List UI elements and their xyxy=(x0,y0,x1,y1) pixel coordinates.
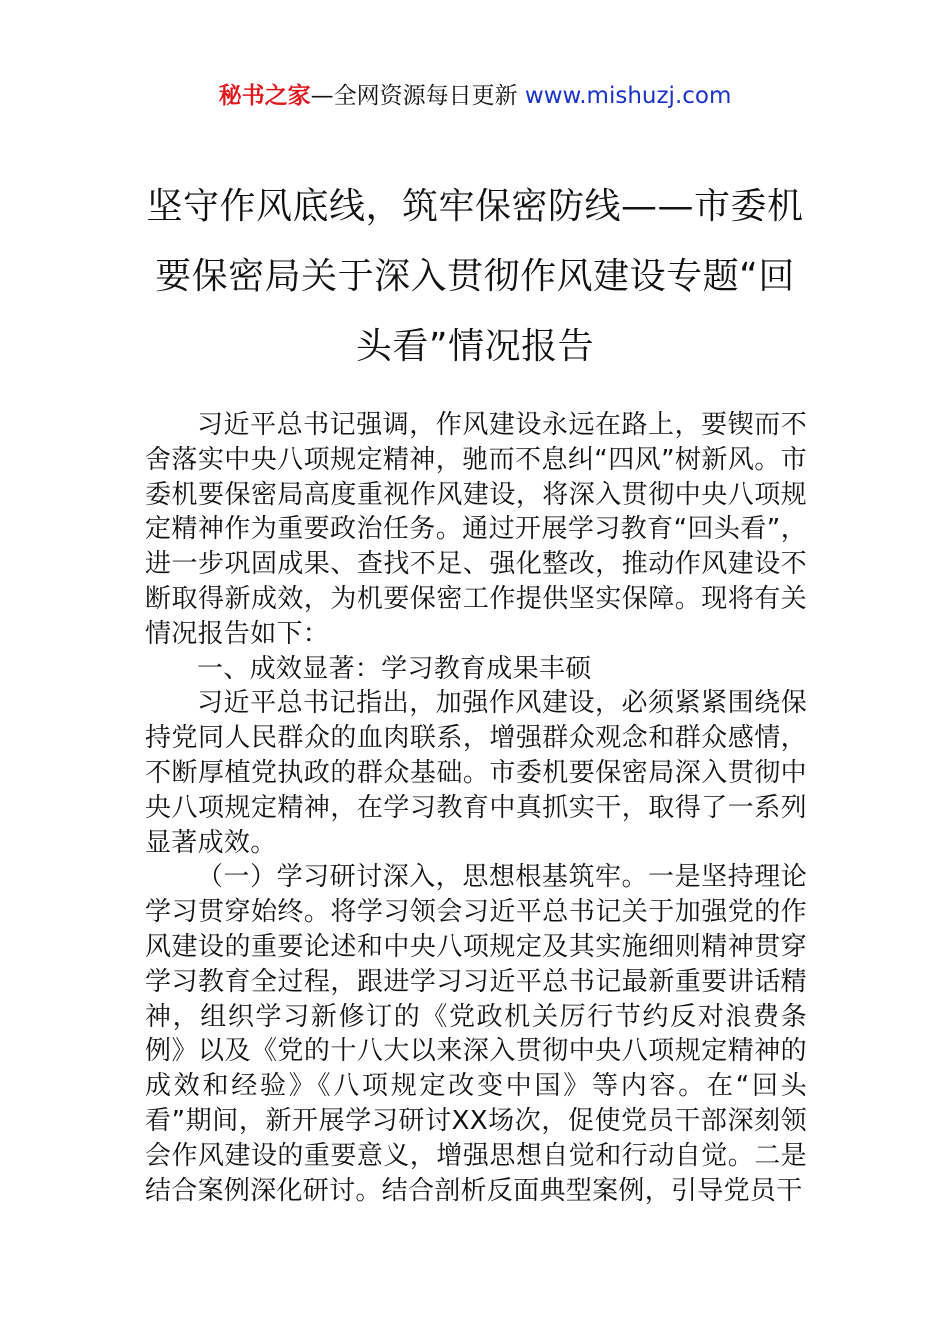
body-paragraph: （一）学习研讨深入，思想根基筑牢。一是坚持理论学习贯穿始终。将学习领会习近平总书记关于加强党的作风建设的重要论述和中央八项规定及其实施细则精神贯穿学习教育全过程，跟进学习习近平总书记最新重要讲话精神，组织学习新修订的《党政机关厉行节约反对浪费条例》以及《党的十八大以来深入贯彻中央八项规定精神的成效和经验》《八项规定改变中国》等内容。在“回头看”期间，新开展学习研讨XX场次，促使党员干部深刻领会作风建设的重要意义，增强思想自觉和行动自觉。二是结合案例深化研讨。结合剖析反面典型案例，引导党员干 xyxy=(145,862,807,1206)
document-title: 坚守作风底线，筑牢保密防线——市委机要保密局关于深入贯彻作风建设专题“回头看”情况报告 xyxy=(146,186,804,367)
banner-slogan: —全网资源每日更新 xyxy=(310,83,525,109)
site-banner xyxy=(0,80,950,112)
document-body xyxy=(145,408,807,1208)
body-paragraph: 习近平总书记指出，加强作风建设，必须紧紧围绕保持党同人民群众的血肉联系，增强群众观念和群众感情，不断厚植党执政的群众基础。市委机要保密局深入贯彻中央八项规定精神，在学习教育中真抓实干，取得了一系列显著成效。 xyxy=(145,688,807,858)
section-heading-1: 一、成效显著：学习教育成果丰硕 xyxy=(197,653,592,684)
brand-name: 秘书之家 xyxy=(218,83,311,109)
site-url-link[interactable]: www.mishuzj.com xyxy=(524,83,732,109)
intro-paragraph: 习近平总书记强调，作风建设永远在路上，要锲而不舍落实中央八项规定精神，驰而不息纠“四风”树新风。市委机要保密局高度重视作风建设，将深入贯彻中央八项规定精神作为重要政治任务。通过开展学习教育“回头看”，进一步巩固成果、查找不足、强化整改，推动作风建设不断取得新成效，为机要保密工作提供坚实保障。现将有关情况报告如下： xyxy=(145,410,807,649)
